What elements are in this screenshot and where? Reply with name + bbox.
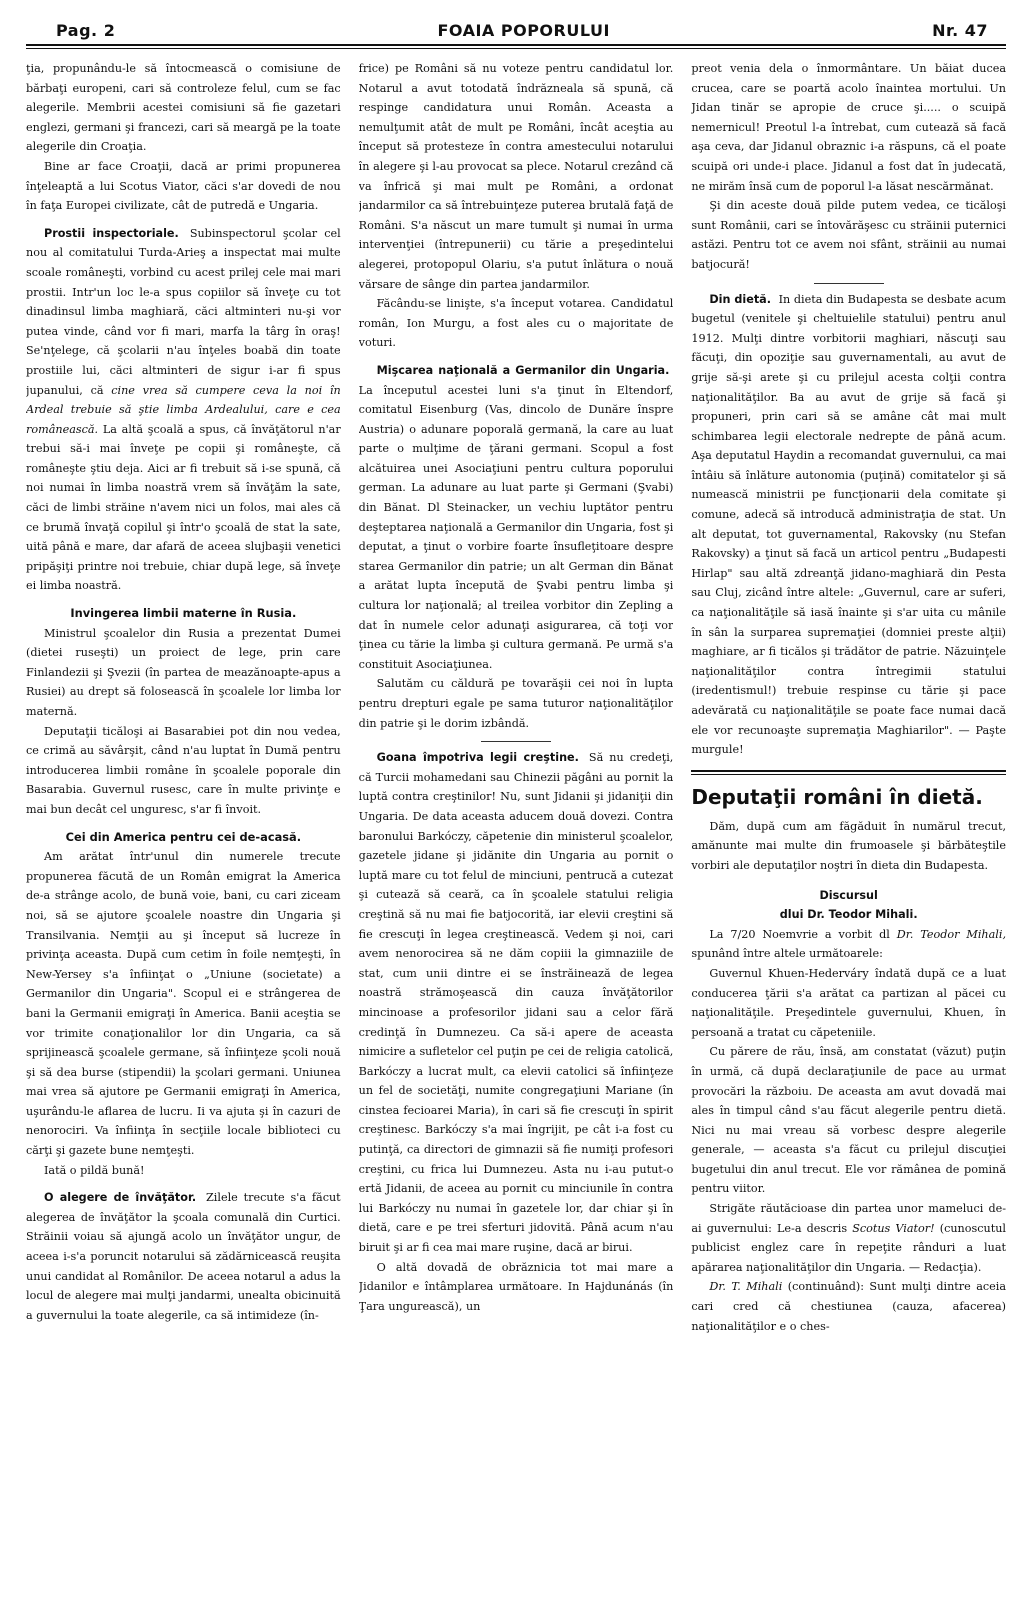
article-text: Zilele trecute s'a făcut alegerea de învăţător la şcoala comunală din Curtici. Străinii voiau să ajungă acolo un învăţător ungur, de aceea i-s'a poruncit notarului să zădărnicească reuşita unui candidat al Românilor. De aceea notarul a adus la locul de alegere mai mulţi jandarmi, unealta obicinuită a guvernului la toate alegerile, ca să intimideze (în- bbox=[26, 1191, 341, 1322]
text: Strigăte răutăcioase din partea unor mameluci de-ai guvernului: Le-a descris bbox=[691, 1202, 1007, 1235]
text: spunând între altele următoarele: bbox=[691, 947, 883, 961]
paragraph: preot venia dela o înmormântare. Un băiat ducea crucea, care se poartă acolo înaintea mortului. Un Jidan tinăr se apropie de cruce şi..... o scuipă nemernicul! Preotul l-a întrebat, cum cutează să facă aşa ceva, dar Jidanul obraznic i-a răspuns, că el poate scuipă ori unde-i place. Jidanul a fost dat în judecată, ne mirăm însă cum de poporul l-a lăsat nescărmănat. bbox=[691, 62, 1007, 193]
page-number: Pag. 2 bbox=[56, 21, 116, 40]
paragraph: frice) pe Români să nu voteze pentru candidatul lor. Notarul a avut totodată îndrăzneala să spună, că respinge candidatura unui Român. Aceasta a nemulţumit atât de mult pe Români, încât aceştia au început să protesteze în contra amestecului notarului în alegere şi l-au provocat sa plece. Notarul crezând că va înfrică şi mai mult pe Români, a ordonat jandarmilor ca să întrebuinţeze puterea brutală faţă de Români. S'a născut un mare tumult şi numai în urma intervenţiei (întrepunerii) cu tărie a preşedintelui alegerei, protopopul Olariu, s'a putut înlătura o nouă vărsare de sânge din partea jandarmilor. bbox=[358, 62, 674, 291]
article-text: Subinspectorul şcolar cel nou al comitatului Turda-Arieş a inspectat mai multe scoale româneşti, vorbind cu acest prilej cele mai mari prostii. Intr'un loc le-a spus copiilor să înveţe cu tot dinadinsul limba maghiară, căci altminteri nu-şi vor putea vinde, când vor fi mari, marfa la târg în oraş! Se'nţelege, că şcolarii n'au înţeles boabă din toate prostiile lui, căci altminteri de sigur i-ar fi spus jupanului, că bbox=[26, 226, 341, 397]
text: (continuând): Sunt mulţi dintre aceia cari cred că chestiunea (cauza, afacerea) naţionalităţilor e o ches- bbox=[691, 1280, 1007, 1333]
speech-title-line: dlui Dr. Teodor Mihali. bbox=[779, 908, 918, 922]
article-title: Prostii inspectoriale. bbox=[44, 226, 179, 240]
paragraph: Iată o pildă bună! bbox=[44, 1163, 145, 1177]
page-header bbox=[26, 10, 1006, 40]
article bbox=[26, 224, 341, 596]
article-italic-text: cine vrea să cumpere ceva la noi în Ardeal trebuie să ştie limba Ardealului, care e cea românească. bbox=[26, 383, 341, 436]
paragraph: Salutăm cu căldură pe tovarăşii cei noi în lupta pentru drepturi egale pe sama tuturor naţionalităţilor din patrie şi le dorim izbândă. bbox=[358, 677, 674, 730]
article-title: Invingerea limbii materne în Rusia. bbox=[70, 606, 297, 621]
paragraph bbox=[691, 925, 1006, 964]
paragraph: Şi din aceste două pilde putem vedea, ce ticăloşi sunt Românii, cari se întovărăşesc cu străinii puternici astăzi. Pentru tot ce avem noi sfânt, străinii au numai batjocură! bbox=[691, 199, 1007, 271]
article-title: Goana împotriva legii creştine. bbox=[376, 751, 579, 765]
columns bbox=[26, 59, 1006, 1594]
text: La 7/20 Noemvrie a vorbit dl bbox=[709, 927, 890, 941]
article bbox=[691, 290, 1006, 760]
section-title: Deputaţii români în dietă. bbox=[691, 784, 983, 809]
paragraph: Cu părere de rău, însă, am constatat (văzut) puţin în urmă, că după declaraţiunile de pace au urmat provocări la războiu. De aceasta am avut dovadă mai ales în timpul când s'au făcut alegerile pentru dietă. Nici nu mai vreau să vorbesc despre alegerile generale, — aceasta s'a făcut cu prilejul discuţiei bugetului din anul trecut. Ele vor rămânea de pomină pentru viitor. bbox=[691, 1045, 1007, 1196]
separator bbox=[814, 283, 884, 284]
article bbox=[359, 361, 674, 675]
column-3 bbox=[691, 59, 1006, 1594]
paragraph: Am arătat într'unul din numerele trecute propunerea făcută de un Român emigrat la America de-a strânge acolo, de bună voie, bani, cu cari ziceam noi, să se ajutore şcoalele noastre din Ungaria şi Transilvania. Nemţii au şi început să lucreze în privinţa aceasta. După cum cetim în foile nemţeşti, în New-Yersey s'a înfiinţat o „Uniune (societate) a Germanilor din Ungaria". Scopul ei e strângerea de bani la Germanii emigraţi în America. Banii aceştia se vor trimite conaţionalilor lor din Ungaria, ca să sprijinească şcoalele germane, să înfiinţeze şcoli nouă şi să dea burse (stipendii) la şcolari germani. Uniunea mai vrea să ajutore pe Germanii emigraţi în America, uşurându-le aflarea de lucru. Ii va ajuta şi în cazuri de nenorociri. Va înfiinţa în secţiile locale biblioteci cu cărţi şi gazete bune nemţeşti. bbox=[26, 850, 341, 1158]
article-text: La altă şcoală a spus, că învăţătorul n'ar trebui să-i mai înveţe pe copii şi româneşte, că româneşte ştiu deja. Aici ar fi trebuit să i-se spună, că noi numai în limba noastră vrem să învăţăm la sate, căci de limbi străine n'avem nici un folos, mai ales că ce brumă învaţă copilul şi într'o şcoală de stat la sate, uită până e mare, dar afară de aceea slujbaşii venetici pripăşiţi printre noi trebuie, chiar după lege, să înveţe ei limba noastră. bbox=[26, 422, 341, 593]
article-text: In dieta din Budapesta se desbate acum bugetul (venitele şi cheltuielile statului) pentru anul 1912. Mulţi dintre vorbitorii maghiari, născuţi sau făcuţi, din opoziţie sau guvernamentali, au avut de grije să-şi arete şi cu prilejul acesta colţii contra naţionalităţilor. Ba au avut de grije să facă şi propuneri, prin cari să se amâne cât mai mult schimbarea legii electorale nedrepte de până acum. Aşa deputatul Haydin a recomandat guvernului, ca mai întâiu să înlăture autonomia (puţină) comitatelor şi să numească ministrii pe funcţionarii dela comitate şi comune, adecă să introducă administraţia de stat. Un alt deputat, tot guvernamental, Rakovsky (nu Stefan Rakovsky) a ţinut să facă un articol pentru „Budapesti Hirlap" sau altă zdreanţă jidano-maghiară din Pesta sau Cluj, zicând între altele: „Guvernul, care ar suferi, ca naţionalităţile să iasă înainte şi s'ar uita cu mânile în sân la surparea supremaţiei (domniei preste alţii) maghiare, ar fi ticălos şi trădător de patrie. Năzuinţele naţionalităţilor contra întregimii statului (iredentismul!) trebuie respinse cu tărie şi pace adevărată cu naţionalităţile se poate face numai dacă ele vor recunoaşte supremaţia Maghiarilor". — Paşte murgule! bbox=[691, 292, 1007, 757]
section-rule bbox=[691, 770, 1006, 775]
speaker-name: Dr. Teodor Mihali, bbox=[896, 927, 1007, 941]
paragraph bbox=[691, 1277, 1006, 1336]
article-text: Să nu credeţi, că Turcii mohamedani sau Chinezii păgâni au pornit la luptă contra creştinilor! Nu, sunt Jidanii şi jidaniţii din Ungaria. De data aceasta aducem două dovezi. Contra baronului Barkóczy, căpetenie din ministerul şcoalelor, gazetele jidane şi jidănite din Ungaria au pornit o luptă mare cu tot felul de minciuni, pentrucă a cutezat şi cutează să ceară, ca în şcoalele statului religia creştină să nu mai fie batjocorită, iar elevii creştini să fie crescuţi în legea creştinească. Vedem şi noi, cari avem nenorocirea să ne dăm copiii la gimnaziile de stat, cum unii dintre ei se înstrăinează de legea noastră strămoşească din cauza învăţătorilor mincinoase a profesorilor jidani sau a celor fără credinţă în Dumnezeu. Ca să-i apere de aceasta nimicire a sufletelor cel puţin pe cei de religia catolică, Barkóczy a lucrat mult, ca elevii catolici să înfiinţeze un fel de societăţi, numite congregaţiuni Mariane (în cinstea fecioarei Maria), în cari să fie crescuţi în spirit creştinesc. Barkóczy s'a mai îngrijit, pe cât i-a fost cu putinţă, ca directori de gimnazii să fie numiţi profesori creştini, cu frica lui Dumnezeu. Asta nu i-au putut-o ertă Jidanii, de aceea au pornit cu minciunile în contra lui Barkóczy nu numai în gazetele lor, dar chiar şi în dietă, care e pe trei sferturi jidovită. Până acum n'au biruit şi ar fi cea mai mare ruşine, dacă ar birui. bbox=[358, 751, 674, 1255]
article-text: La începutul acestei luni s'a ţinut în Eltendorf, comitatul Eisenburg (Vas, dincolo de Dunăre înspre Austria) o adunare poporală germană, la care au luat parte o mulţime de ţărani germani. Scopul a fost alcătuirea unei Asociaţiuni pentru cultura poporului german. La adunare au luat parte şi Germani (Şvabi) din Bănat. Dl Steinacker, un vechiu luptător pentru deşteptarea naţională a Germanilor din Ungaria, fost şi deputat, a ţinut o vorbire foarte însufleţitoare despre starea Germanilor din patrie; un alt German din Bănat a arătat lupta începută de Şvabi pentru limba şi cultura lor naţională; al treilea vorbitor din Zepling a dat în numele celor adunaţi asigurarea, că toţi vor ţinea cu tărie la limba şi cultura germană. Pe urmă s'a constituit Asociaţiunea. bbox=[358, 383, 674, 671]
speech-title bbox=[691, 886, 1006, 925]
article bbox=[359, 748, 674, 1257]
paragraph: Deputaţii ticăloşi ai Basarabiei pot din nou vedea, ce crimă au săvârşit, când n'au luptat în Dumă pentru introducerea limbii române în şcoalele poporale din Basarabia. Guvernul rusesc, care în multe privinţe e mai bun decât cel unguresc, s'ar fi învoit. bbox=[26, 724, 341, 816]
article-title: Din dietă. bbox=[709, 292, 771, 306]
header-rule bbox=[26, 44, 1006, 49]
column-1 bbox=[26, 59, 341, 1594]
paragraph: O altă dovadă de obrăznicia tot mai mare a Jidanilor e întâmplarea următoare. In Hajdunánás (în Ţara ungurească), un bbox=[358, 1260, 674, 1313]
article bbox=[26, 1188, 341, 1325]
paragraph: Guvernul Khuen-Hederváry îndată după ce a luat conducerea ţării s'a arătat ca partizan al păcei cu naţionalităţile. Preşedintele guvernului, Khuen, în persoană a tratat cu căpeteniile. bbox=[691, 966, 1007, 1039]
article-title: O alegere de învăţător. bbox=[44, 1191, 197, 1205]
paragraph: Făcându-se linişte, s'a început votarea. Candidatul român, Ion Murgu, a fost ales cu o majoritate de voturi. bbox=[358, 297, 674, 350]
masthead-title: FOAIA POPORULUI bbox=[437, 21, 610, 40]
column-2 bbox=[359, 59, 674, 1594]
speech-title-line: Discursul bbox=[819, 888, 878, 902]
article-title: Cei din America pentru cei de-acasă. bbox=[65, 829, 302, 844]
paragraph: Bine ar face Croaţii, dacă ar primi propunerea înţeleaptă a lui Scotus Viator, căci s'ar dovedi de nou în faţa Europei civilizate, cât de putredă e Ungaria. bbox=[26, 159, 341, 213]
paragraph: Dăm, după cum am făgăduit în numărul trecut, amănunte mai multe din frumoasele şi bărbăteştile vorbiri ale deputaţilor noştri în dieta din Budapesta. bbox=[691, 819, 1007, 872]
paragraph: Ministrul şcoalelor din Rusia a prezentat Dumei (dietei ruseşti) un proiect de lege, prin care Finlandezii şi Şvezii (în partea de meazănoapte-apus a Rusiei) au drept să folosească în şcoalele lor limba lor maternă. bbox=[26, 626, 341, 718]
person-name: Scotus Viator! bbox=[852, 1221, 935, 1235]
speaker-name: Dr. T. Mihali bbox=[709, 1280, 783, 1294]
paragraph bbox=[691, 1199, 1006, 1277]
paragraph: ţia, propunându-le să întocmească o comisiune de bărbaţi europeni, cari să controleze felul, cum se fac alegerile. Membrii acestei comisiuni să fie gazetari englezi, germani şi francezi, cari să meargă pe la toate alegerile din Croaţia. bbox=[26, 62, 341, 154]
text: (cunoscutul publicist englez care în repeţite rânduri a luat apărarea naţionalităţilor din Ungaria. — Redacţia). bbox=[691, 1221, 1007, 1274]
article-title: Mişcarea naţională a Germanilor din Ungaria. bbox=[376, 363, 670, 377]
issue-number: Nr. 47 bbox=[932, 21, 988, 40]
separator bbox=[481, 741, 551, 742]
